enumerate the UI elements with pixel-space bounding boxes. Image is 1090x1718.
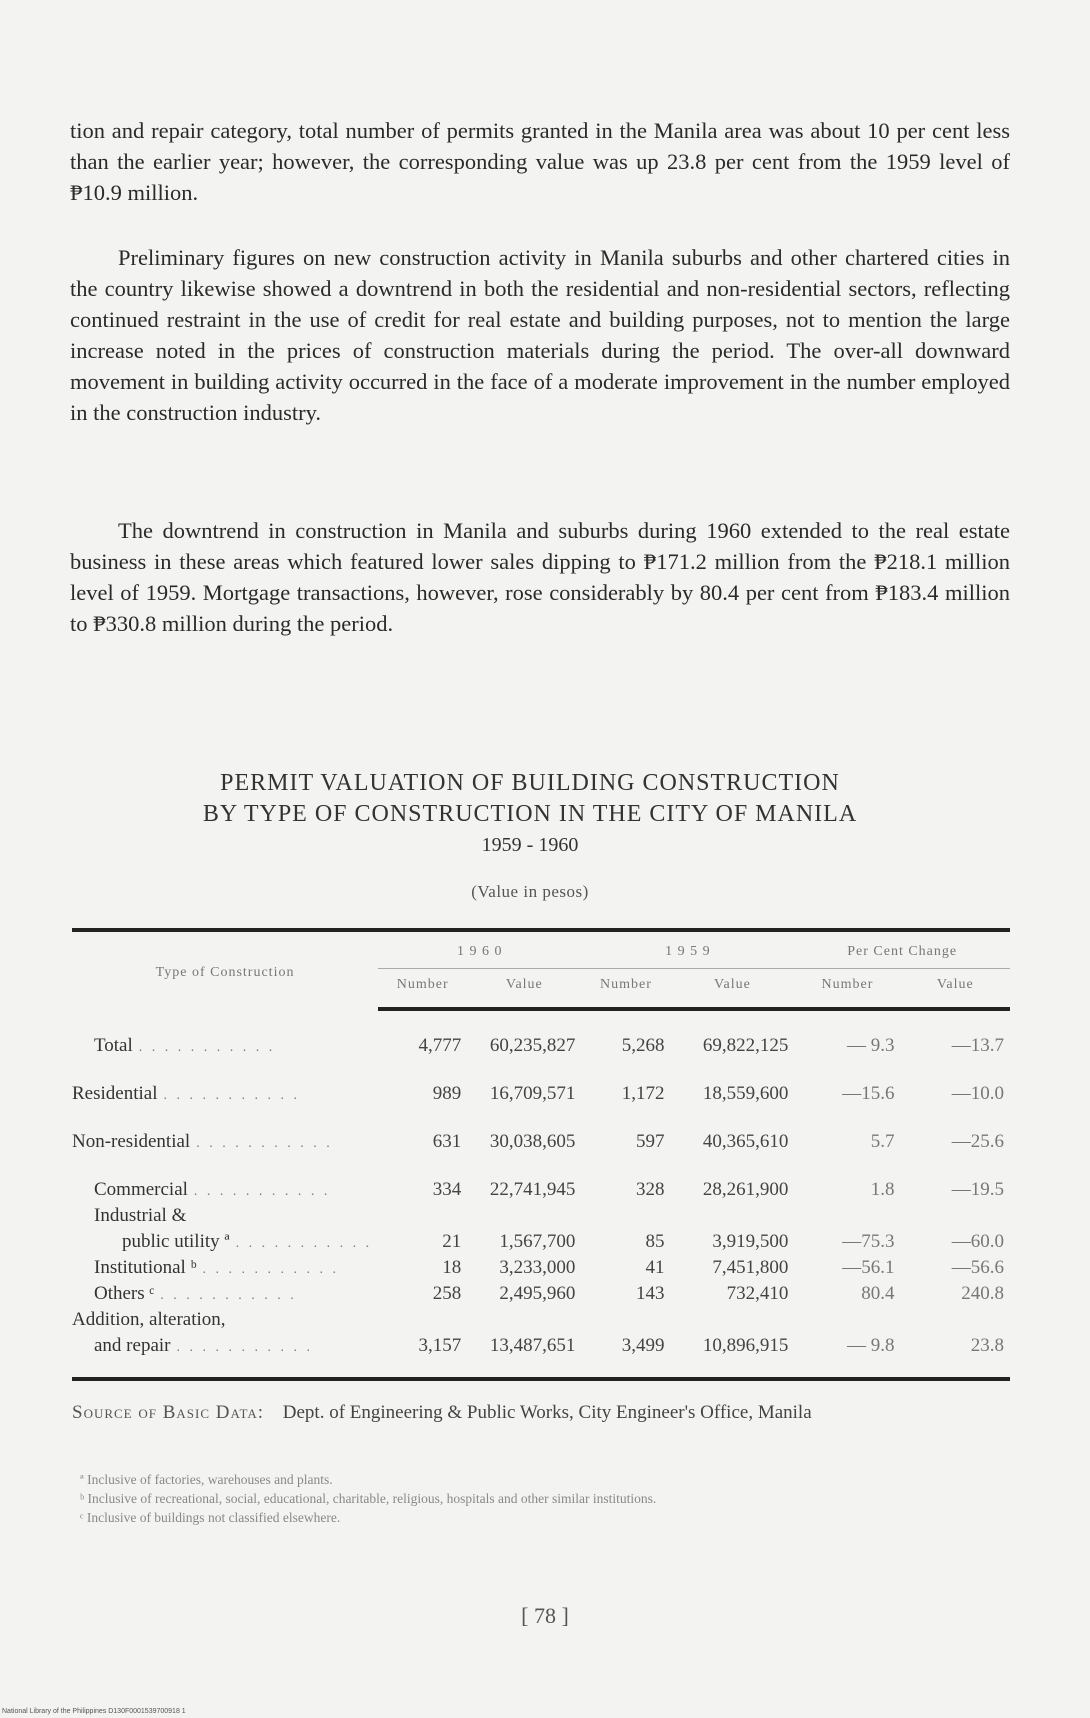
table-units-note: (Value in pesos)	[471, 882, 589, 901]
row-label: Addition, alteration,	[72, 1309, 226, 1330]
cell-number-1959: 3,499	[621, 1335, 665, 1356]
cell-value-1959: 3,919,500	[712, 1231, 789, 1252]
header-change-value: Value	[901, 969, 1010, 1010]
leader-dots: . . . . . . . . . . .	[138, 1040, 276, 1055]
page-number: [ 78 ]	[521, 1603, 569, 1628]
cell-number-1959: 5,268	[621, 1035, 665, 1056]
cell-change-number: —15.6	[842, 1083, 895, 1104]
leader-dots: . . . . . . . . . . .	[196, 1136, 333, 1151]
cell-change-value: —56.6	[951, 1257, 1004, 1278]
cell-value-1959: 18,559,600	[702, 1083, 789, 1104]
table-title-block	[120, 768, 940, 902]
leader-dots: . . . . . . . . . . .	[176, 1340, 313, 1355]
table-row-addition	[72, 1333, 1010, 1359]
header-type-of-construction: Type of Construction	[72, 930, 378, 1009]
cell-number-1960: 334	[432, 1179, 462, 1200]
cell-value-1959: 40,365,610	[702, 1131, 789, 1152]
cell-number-1960: 631	[432, 1131, 462, 1152]
header-1959-value: Value	[671, 969, 795, 1010]
cell-number-1959: 1,172	[621, 1083, 665, 1104]
cell-value-1960: 3,233,000	[499, 1257, 576, 1278]
table-row-industrial	[72, 1229, 1010, 1255]
cell-value-1959: 7,451,800	[712, 1257, 789, 1278]
cell-number-1959: 597	[636, 1131, 665, 1152]
row-label: Institutional ᵇ	[94, 1257, 197, 1278]
header-1960: 1 9 6 0	[378, 930, 581, 969]
leader-dots: . . . . . . . . . . .	[193, 1184, 331, 1199]
cell-change-value: —19.5	[951, 1179, 1004, 1200]
row-label: Residential	[72, 1083, 158, 1104]
footnote-b: ᵇ Inclusive of recreational, social, educational, charitable, religious, hospitals and other similar institutions.	[80, 1491, 657, 1506]
row-label: Total	[94, 1035, 133, 1056]
cell-change-number: 80.4	[861, 1283, 895, 1304]
cell-value-1960: 2,495,960	[499, 1283, 576, 1304]
table-row-total	[72, 1033, 1010, 1059]
table-row-addition-label	[72, 1307, 1010, 1333]
cell-change-value: —10.0	[951, 1083, 1004, 1104]
table-row-commercial	[72, 1177, 1010, 1203]
leader-dots: . . . . . . . . . . .	[202, 1262, 339, 1277]
table-title-line-2: BY TYPE OF CONSTRUCTION IN THE CITY OF MANILA	[202, 801, 858, 827]
cell-number-1960: 989	[432, 1083, 462, 1104]
leader-dots: . . . . . . . . . . .	[235, 1236, 373, 1251]
cell-value-1960: 16,709,571	[489, 1083, 576, 1104]
cell-change-number: —56.1	[842, 1257, 895, 1278]
table-row-industrial-label	[72, 1203, 1010, 1229]
cell-number-1960: 258	[432, 1283, 462, 1304]
cell-change-value: 240.8	[961, 1283, 1004, 1304]
footnotes	[80, 1470, 1020, 1527]
row-label: Commercial	[94, 1179, 188, 1200]
cell-number-1960: 4,777	[418, 1035, 462, 1056]
table-title-line-1: PERMIT VALUATION OF BUILDING CONSTRUCTION	[220, 770, 840, 796]
header-1960-value: Value	[467, 969, 581, 1010]
header-1960-number: Number	[378, 969, 467, 1010]
cell-number-1960: 3,157	[418, 1335, 462, 1356]
cell-change-value: —25.6	[951, 1131, 1004, 1152]
header-per-cent-change: Per Cent Change	[794, 930, 1010, 969]
cell-change-number: 5.7	[870, 1131, 895, 1152]
cell-value-1959: 69,822,125	[702, 1035, 789, 1056]
source-note	[72, 1402, 1022, 1424]
paragraph-3: The downtrend in construction in Manila and suburbs during 1960 extended to the real estate business in these areas which featured lower sales dipping to ₱171.2 million from the ₱218.1 million level of 1959. Mortgage transactions, however, rose considerably by 80.4 per cent from ₱183.4 million to ₱330.8 million during the period.	[70, 518, 1010, 636]
cell-value-1959: 28,261,900	[702, 1179, 789, 1200]
leader-dots: . . . . . . . . . . .	[160, 1288, 297, 1303]
cell-change-value: —13.7	[951, 1035, 1004, 1056]
cell-change-number: — 9.8	[847, 1335, 895, 1356]
table-row-institutional	[72, 1255, 1010, 1281]
paragraph-2: Preliminary figures on new construction activity in Manila suburbs and other chartered cities in the country likewise showed a downtrend in both the residential and non-residential sectors, reflecting continued restraint in the use of credit for real estate and building purposes, not to mention the large increase noted in the prices of construction materials during the period. The over-all downward movement in building activity occurred in the face of a moderate improvement in the number employed in the construction industry.	[70, 245, 1010, 425]
footnote-a: ª Inclusive of factories, warehouses and plants.	[80, 1472, 333, 1487]
cell-value-1960: 60,235,827	[489, 1035, 576, 1056]
cell-value-1960: 22,741,945	[489, 1179, 576, 1200]
cell-value-1960: 30,038,605	[489, 1131, 576, 1152]
cell-value-1960: 1,567,700	[499, 1231, 576, 1252]
cell-number-1959: 41	[645, 1257, 665, 1278]
row-label: public utility ª	[122, 1231, 230, 1252]
footnote-c: ᶜ Inclusive of buildings not classified elsewhere.	[80, 1510, 341, 1525]
row-label: and repair	[94, 1335, 171, 1356]
leader-dots: . . . . . . . . . . .	[163, 1088, 300, 1103]
cell-value-1959: 732,410	[726, 1283, 789, 1304]
cell-number-1960: 21	[442, 1231, 462, 1252]
cell-number-1959: 328	[636, 1179, 665, 1200]
cell-value-1959: 10,896,915	[702, 1335, 789, 1356]
table-row-others	[72, 1281, 1010, 1307]
table-row-residential	[72, 1081, 1010, 1107]
row-label: Others ᶜ	[94, 1283, 155, 1304]
source-text: Dept. of Engineering & Public Works, City Engineer's Office, Manila	[282, 1402, 812, 1423]
cell-change-number: — 9.3	[847, 1035, 895, 1056]
cell-number-1959: 143	[636, 1283, 665, 1304]
header-1959-number: Number	[581, 969, 670, 1010]
cell-change-value: 23.8	[970, 1335, 1004, 1356]
row-label: Non-residential	[72, 1131, 191, 1152]
header-change-number: Number	[794, 969, 900, 1010]
row-label: Industrial &	[94, 1205, 187, 1226]
cell-number-1959: 85	[645, 1231, 665, 1252]
library-watermark: National Library of the Philippines D130F0001539700918 1	[2, 1708, 186, 1715]
table-year-range: 1959 - 1960	[481, 834, 579, 856]
table-row-non-residential	[72, 1129, 1010, 1155]
cell-number-1960: 18	[442, 1257, 462, 1278]
cell-change-value: —60.0	[951, 1231, 1004, 1252]
cell-change-number: 1.8	[870, 1179, 895, 1200]
source-label: Source of Basic Data:	[72, 1402, 265, 1423]
cell-value-1960: 13,487,651	[489, 1335, 576, 1356]
header-1959: 1 9 5 9	[581, 930, 794, 969]
paragraph-1: tion and repair category, total number of permits granted in the Manila area was about 10 per cent less than the earlier year; however, the corresponding value was up 23.8 per cent from the 1959 level of ₱10.9 million.	[70, 118, 1010, 205]
permit-valuation-table	[72, 928, 1010, 1381]
cell-change-number: —75.3	[842, 1231, 895, 1252]
